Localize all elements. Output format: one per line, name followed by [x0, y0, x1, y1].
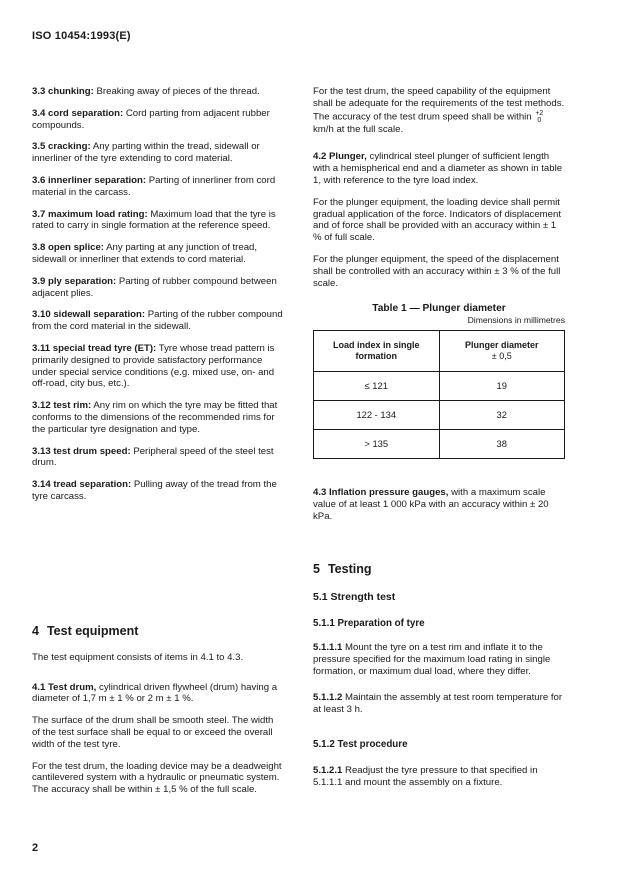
- definition-3-12: 3.12 test rim: Any rim on which the tyre may be fitted that conforms to the dimensions of the recommended rims for the particular tyre designation and type.: [32, 400, 278, 435]
- section-5-heading: 5 Testing: [313, 562, 372, 576]
- load-index-cell: ≤ 121: [314, 371, 440, 400]
- table-units: Dimensions in millimetres: [467, 315, 565, 326]
- plunger-paragraph-2: For the plunger equipment, the speed of the displacement shall be controlled with an accuracy within ± 3 % of the full scale.: [313, 253, 561, 289]
- table-row: [314, 371, 565, 400]
- plunger-diameter-table: [313, 330, 565, 459]
- page-number: 2: [32, 842, 39, 854]
- table-row: [314, 429, 565, 458]
- section-4-1-paragraph-2: The surface of the drum shall be smooth steel. The width of the test surface shall be equal to or exceed the overall width of the test tyre.: [32, 715, 274, 750]
- section-5-1-1-heading: 5.1.1 Preparation of tyre: [313, 617, 425, 629]
- definition-3-10: 3.10 sidewall separation: Parting of the rubber compound from the cord material in the sidewall.: [32, 309, 283, 333]
- diameter-cell: 19: [439, 371, 565, 400]
- drum-speed-paragraph: For the test drum, the speed capability of the equipment shall be adequate for the requirements of the test methods. The accuracy of the test drum speed shall be within +2 0 km/h at the full scale.: [313, 86, 565, 135]
- section-5-1-1-1: 5.1.1.1 Mount the tyre on a test rim and inflate it to the pressure specified for the maximum load rating in single formation, or maximum dual load, where they differ.: [313, 642, 551, 677]
- section-5-1-heading: 5.1 Strength test: [313, 590, 396, 603]
- section-4: [32, 626, 284, 806]
- right-column: [313, 86, 565, 459]
- section-5-1-2-heading: 5.1.2 Test procedure: [313, 739, 408, 751]
- speed-tolerance: +2 0: [535, 109, 544, 124]
- plunger-paragraph-1: For the plunger equipment, the loading device shall permit gradual application of the force. Indicators of displacement and of force shall be provided with an accuracy within ± 1 % of full scale.: [313, 196, 561, 244]
- table-1: [313, 303, 565, 459]
- load-index-cell: > 135: [314, 429, 440, 458]
- document-header: ISO 10454:1993(E): [32, 30, 131, 42]
- table-header-row: [314, 330, 565, 371]
- definition-3-14: 3.14 tread separation: Pulling away of the tread from the tyre carcass.: [32, 479, 277, 502]
- definition-3-4: 3.4 cord separation: Cord parting from adjacent rubber compounds.: [32, 107, 270, 131]
- diameter-cell: 38: [439, 429, 565, 458]
- section-5: [313, 564, 565, 799]
- section-4-2: 4.2 Plunger, cylindrical steel plunger of sufficient length with a hemispherical end and a diameter as shown in table 1, with reference to the tyre load index.: [313, 151, 563, 186]
- section-4-heading: 4 Test equipment: [32, 624, 139, 638]
- definition-3-5: 3.5 cracking: Any parting within the tread, sidewall or innerliner of the tyre extending to cord material.: [32, 141, 260, 165]
- section-4-1-paragraph-3: For the test drum, the loading device may be a deadweight cantilevered system with a hydraulic or pneumatic system. The accuracy shall be within ± 1,5 % of the full scale.: [32, 760, 282, 796]
- section-5-1-2-1: 5.1.2.1 Readjust the tyre pressure to that specified in 5.1.1.1 and mount the assembly on a fixture.: [313, 765, 538, 788]
- definition-list: [32, 86, 284, 503]
- section-4-intro: The test equipment consists of items in 4.1 to 4.3.: [32, 651, 244, 663]
- diameter-cell: 32: [439, 400, 565, 429]
- load-index-cell: 122 - 134: [314, 400, 440, 429]
- section-4-1: 4.1 Test drum, cylindrical driven flywheel (drum) having a diameter of 1,7 m ± 1 % or 2 m ± 1 %.: [32, 681, 278, 705]
- definition-3-13: 3.13 test drum speed: Peripheral speed of the steel test drum.: [32, 445, 274, 469]
- definition-3-8: 3.8 open splice: Any parting at any junction of tread, sidewall or innerliner that extends to cord material.: [32, 242, 258, 265]
- table-row: [314, 400, 565, 429]
- plunger-diameter-header: Plunger diameter ± 0,5: [439, 330, 565, 371]
- definition-3-11: 3.11 special tread tyre (ET): Tyre whose tread pattern is primarily designed to provide satisfactory performance under special service conditions (e.g. mixed use, on- and off-road, city bus, etc.).: [32, 342, 275, 390]
- definition-3-7: 3.7 maximum load rating: Maximum load that the tyre is rated to carry in single formation at the reference speed.: [32, 208, 276, 232]
- definition-3-9: 3.9 ply separation: Parting of rubber compound between adjacent plies.: [32, 275, 277, 299]
- table-caption: Table 1 — Plunger diameter: [372, 303, 506, 315]
- section-5-1-1-2: 5.1.1.2 Maintain the assembly at test room temperature for at least 3 h.: [313, 691, 563, 715]
- definition-3-6: 3.6 innerliner separation: Parting of innerliner from cord material in the carcass.: [32, 174, 276, 198]
- load-index-header: Load index in single formation: [314, 330, 440, 371]
- section-4-3: 4.3 Inflation pressure gauges, with a maximum scale value of at least 1 000 kPa with an accuracy within ± 20 kPa.: [313, 487, 549, 522]
- left-column: [32, 86, 284, 513]
- definition-3-3: 3.3 chunking: Breaking away of pieces of the thread.: [32, 86, 260, 97]
